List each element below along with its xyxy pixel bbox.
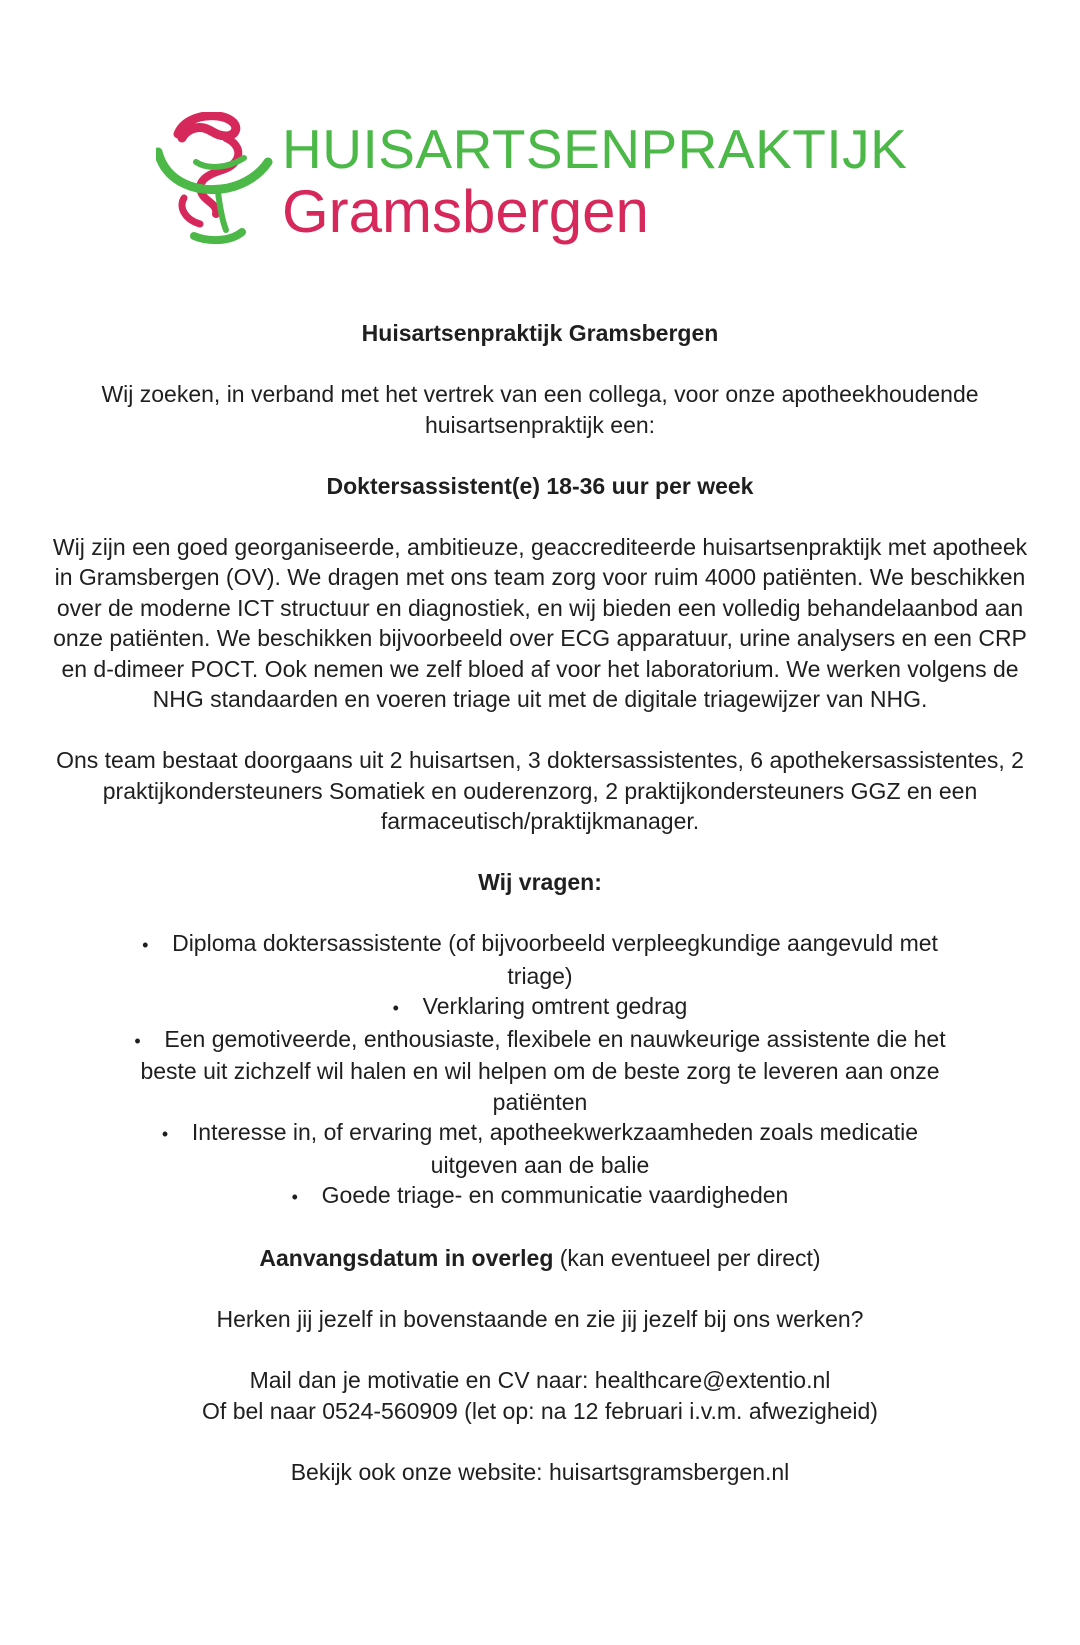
requirement-text: Een gemotiveerde, enthousiaste, flexibele en nauwkeurige assistente die het beste uit zichzelf wil halen en wil helpen om de beste zorg te leveren aan onze patiënten — [140, 1025, 946, 1115]
start-date-note: (kan eventueel per direct) — [553, 1245, 821, 1271]
list-item — [50, 1180, 1030, 1213]
bullet-icon: • — [291, 1187, 298, 1207]
start-date-label: Aanvangsdatum in overleg — [259, 1245, 554, 1271]
website-link[interactable]: huisartsgramsbergen.nl — [548, 1458, 790, 1485]
start-date-text — [50, 1243, 1030, 1274]
team-text: Ons team bestaat doorgaans uit 2 huisartsen, 3 doktersassistentes, 6 apothekersassistentes, 2 praktijkondersteuners Somatiek en ouderenzorg, 2 praktijkondersteuners GGZ en een farmaceutisch/praktijkmanager. — [56, 747, 1024, 834]
bullet-icon: • — [161, 1124, 169, 1144]
requirement-text: Goede triage- en communicatie vaardigheden — [321, 1182, 789, 1208]
contact-phone-line — [50, 1396, 1030, 1427]
contact-phone-note: (let op: na 12 februari i.v.m. afwezigheid) — [457, 1397, 878, 1424]
website-prefix: Bekijk ook onze website: — [290, 1458, 549, 1485]
contact-mail-prefix: Mail dan je motivatie en CV naar: — [249, 1367, 595, 1393]
bullet-icon: • — [392, 998, 399, 1018]
list-item — [50, 1117, 1030, 1180]
caduceus-bowl-icon — [156, 112, 276, 252]
practice-logo — [156, 112, 936, 262]
contact-phone-prefix: Of bel naar — [202, 1397, 323, 1424]
position-title: Doktersassistent(e) 18-36 uur per week — [326, 472, 754, 499]
bullet-icon: • — [134, 1030, 141, 1051]
contact-email-link[interactable]: healthcare@extentio.nl — [594, 1367, 831, 1393]
contact-mail-line — [50, 1365, 1030, 1396]
vacancy-content — [50, 318, 1030, 1487]
requirements-heading: Wij vragen: — [478, 869, 602, 895]
requirement-text: Interesse in, of ervaring met, apotheekwerkzaamheden zoals medicatie uitgeven aan de balie — [191, 1119, 919, 1178]
list-item — [50, 928, 1030, 991]
page-title: Huisartsenpraktijk Gramsbergen — [361, 320, 719, 346]
bullet-icon: • — [142, 935, 149, 955]
requirement-text: Diploma doktersassistente (of bijvoorbeeld verpleegkundige aangevuld met triage) — [172, 930, 938, 989]
requirement-text: Verklaring omtrent gedrag — [422, 993, 688, 1019]
website-line — [50, 1457, 1030, 1488]
requirements-list — [50, 928, 1030, 1213]
list-item — [50, 1024, 1030, 1118]
question-text: Herken jij jezelf in bovenstaande en zie jij jezelf bij ons werken? — [216, 1306, 864, 1332]
list-item — [50, 991, 1030, 1024]
about-text: Wij zijn een goed georganiseerde, ambitieuze, geaccrediteerde huisartsenpraktijk met apotheek in Gramsbergen (OV). We dragen met ons team zorg voor ruim 4000 patiënten. We beschikken over de moderne ICT structuur en diagnostiek, en wij bieden een volledig behandelaanbod aan onze patiënten. We beschikken bijvoorbeeld over ECG apparatuur, urine analysers en een CRP en d-dimeer POCT. Ook nemen we zelf bloed af voor het laboratorium. We werken volgens de NHG standaarden en voeren triage uit met de digitale triagewijzer van NHG. — [52, 533, 1028, 712]
logo-text-practice: HUISARTSENPRAKTIJK — [282, 118, 908, 180]
contact-phone-number[interactable]: 0524-560909 — [322, 1397, 458, 1424]
logo-text-town: Gramsbergen — [282, 178, 649, 245]
intro-text: Wij zoeken, in verband met het vertrek van een collega, voor onze apotheekhoudende huisartsenpraktijk een: — [101, 381, 979, 438]
